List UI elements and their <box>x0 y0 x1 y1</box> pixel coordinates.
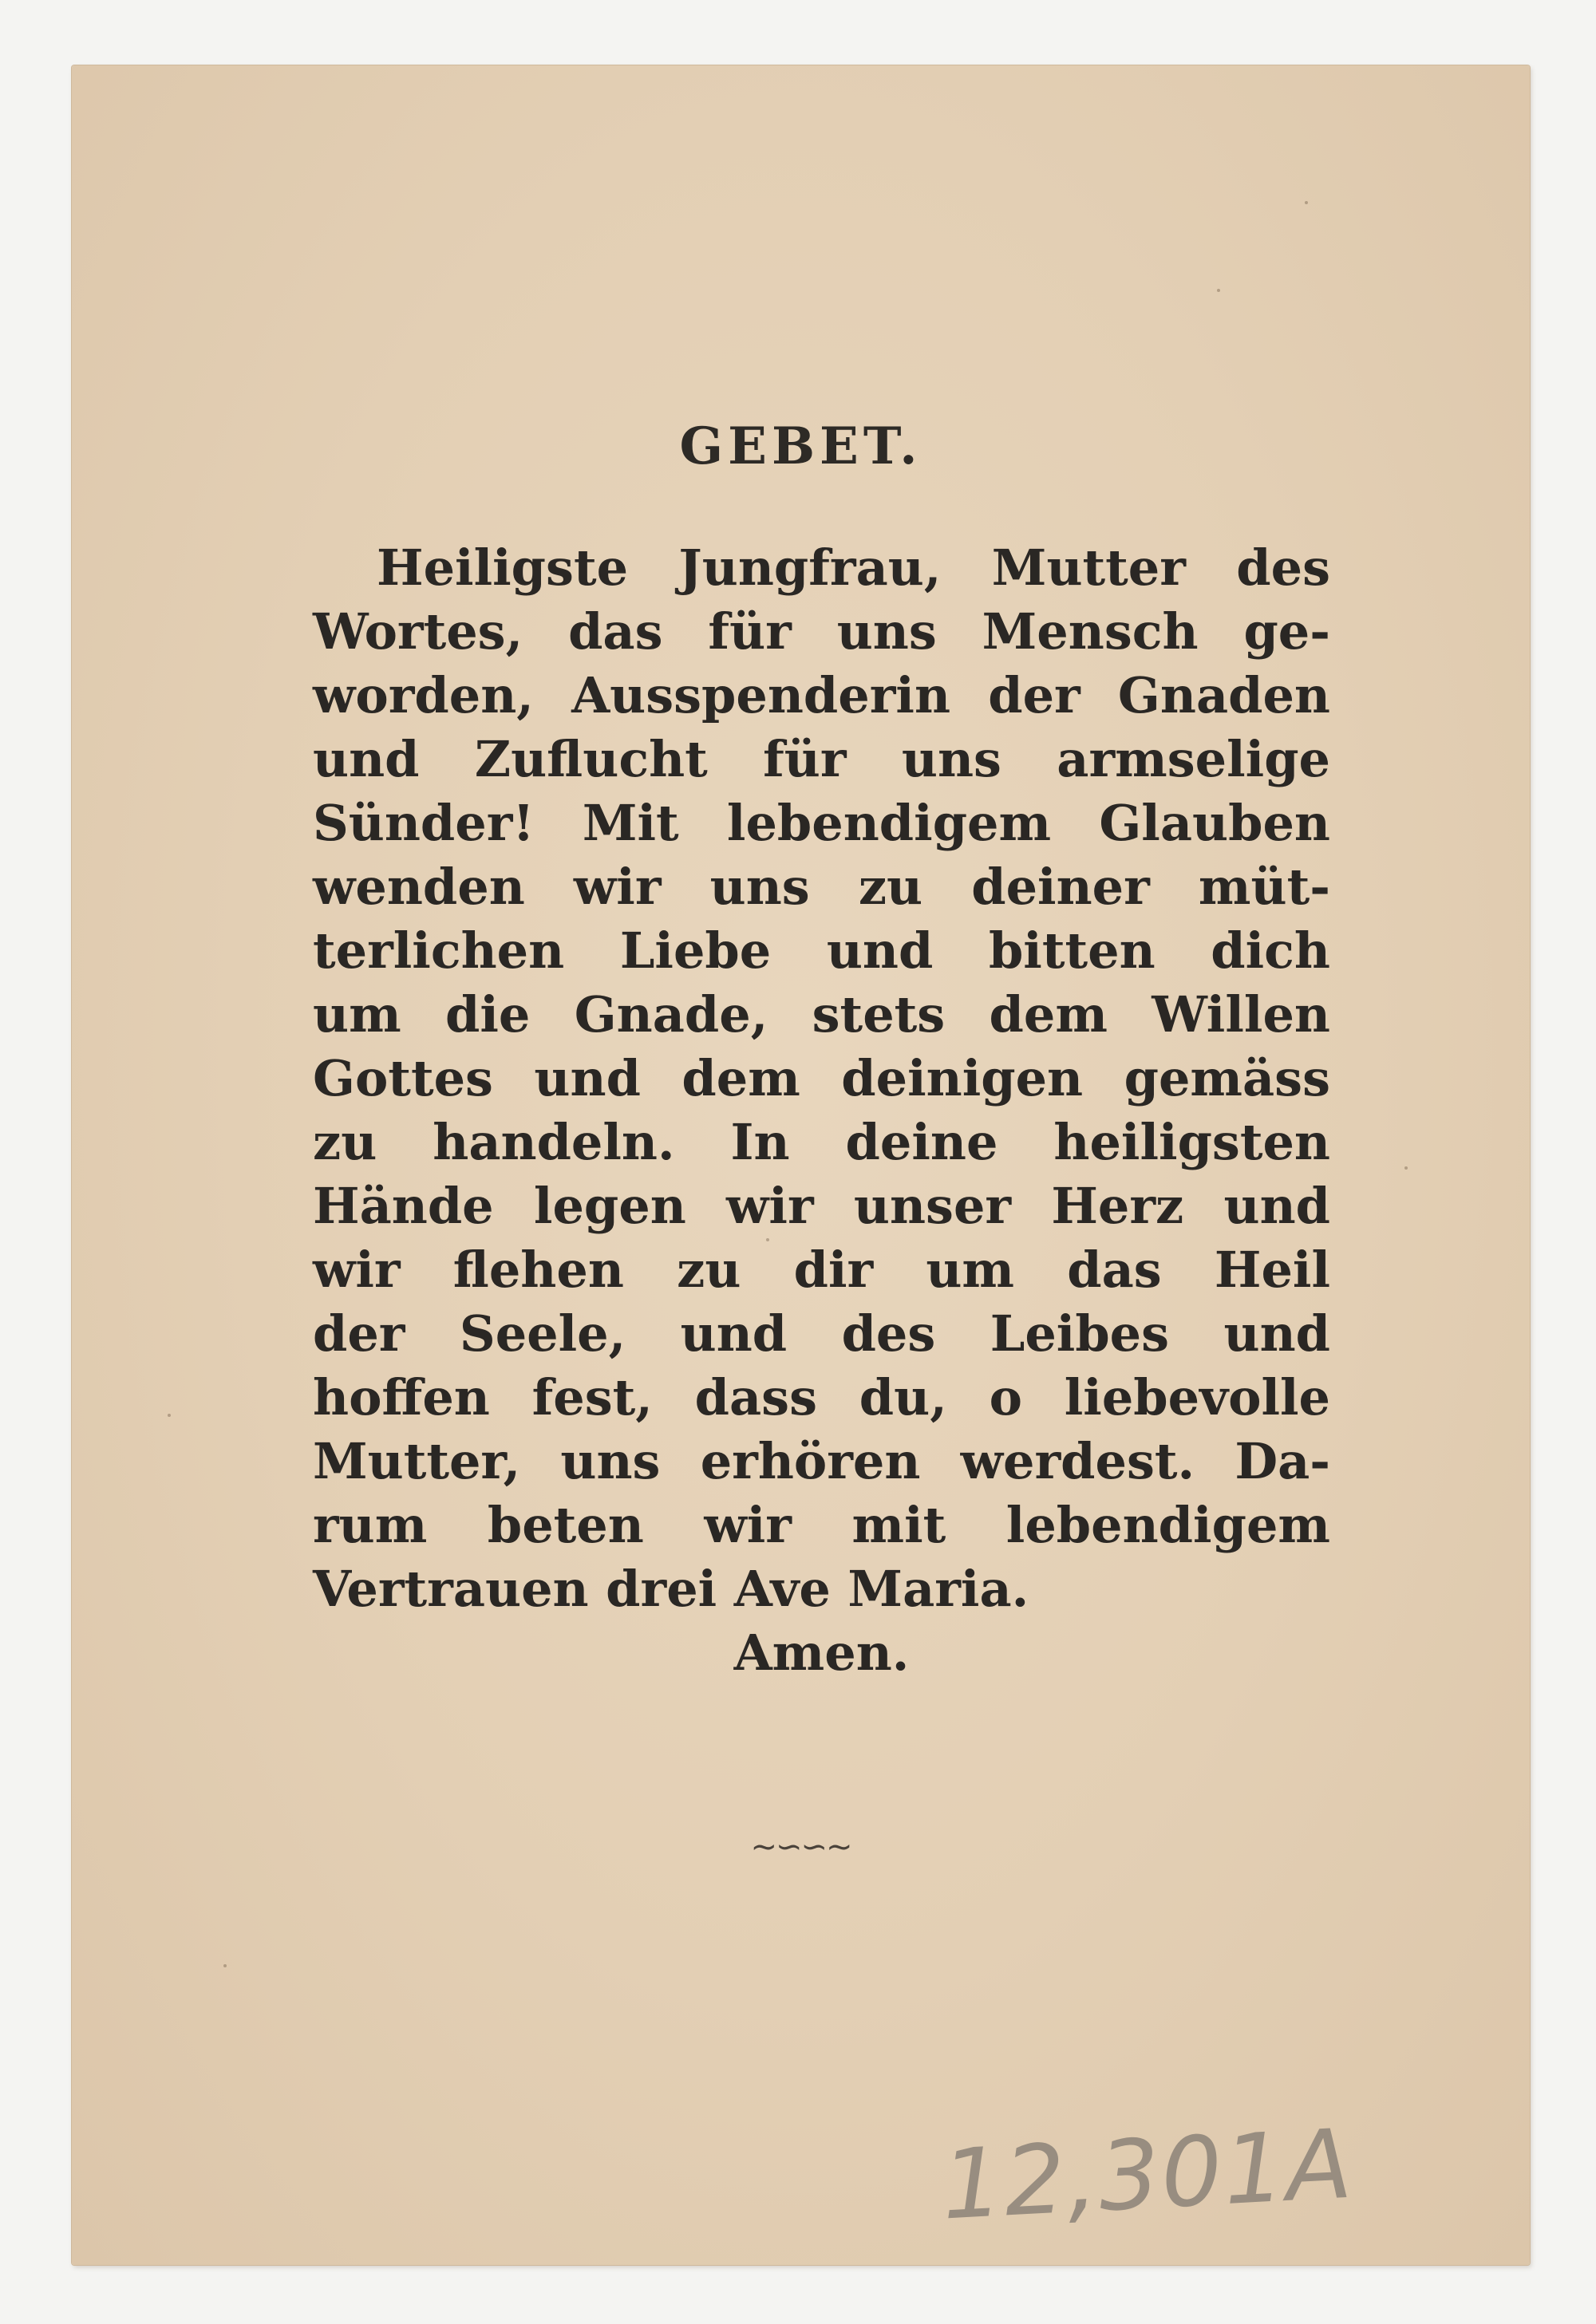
prayer-line: hoffen fest, dass du, o liebevolle <box>313 1368 1330 1426</box>
prayer-closing: Amen. <box>733 1624 910 1682</box>
prayer-line: Heiligste Jungfrau, Mutter des <box>377 539 1330 597</box>
prayer-line: Vertrauen drei Ave Maria. <box>313 1560 1029 1618</box>
prayer-line: der Seele, und des Leibes und <box>313 1304 1330 1363</box>
paper-speck <box>1404 1166 1408 1170</box>
prayer-line: Wortes, das für uns Mensch ge- <box>313 602 1330 661</box>
prayer-line: und Zuflucht für uns armselige <box>313 730 1330 788</box>
prayer-line: Hände legen wir unser Herz und <box>313 1177 1330 1235</box>
prayer-line: wenden wir uns zu deiner müt- <box>313 858 1330 916</box>
paper-speck <box>1305 201 1308 204</box>
prayer-line: rum beten wir mit lebendigem <box>313 1496 1330 1554</box>
prayer-line: um die Gnade, stets dem Willen <box>313 985 1330 1044</box>
prayer-line: terlichen Liebe und bitten dich <box>313 921 1330 980</box>
paper-speck <box>223 1964 227 1967</box>
paper-speck <box>1217 289 1220 292</box>
paper-speck <box>168 1414 171 1417</box>
prayer-text <box>313 536 1330 1685</box>
pencil-catalog-number: 12,301A <box>938 2109 1357 2242</box>
prayer-line: zu handeln. In deine heiligsten <box>313 1113 1330 1171</box>
prayer-title: GEBET. <box>679 416 922 476</box>
tilde-ornament: ~∽∽~ <box>750 1829 851 1865</box>
prayer-line: wir flehen zu dir um das Heil <box>313 1241 1330 1299</box>
prayer-line: Gottes und dem deinigen gemäss <box>313 1049 1330 1107</box>
prayer-line: Mutter, uns erhören werdest. Da- <box>313 1432 1330 1490</box>
prayer-card <box>72 65 1530 2265</box>
prayer-line: worden, Ausspenderin der Gnaden <box>313 666 1330 724</box>
prayer-line: Sünder! Mit lebendigem Glauben <box>313 794 1330 852</box>
